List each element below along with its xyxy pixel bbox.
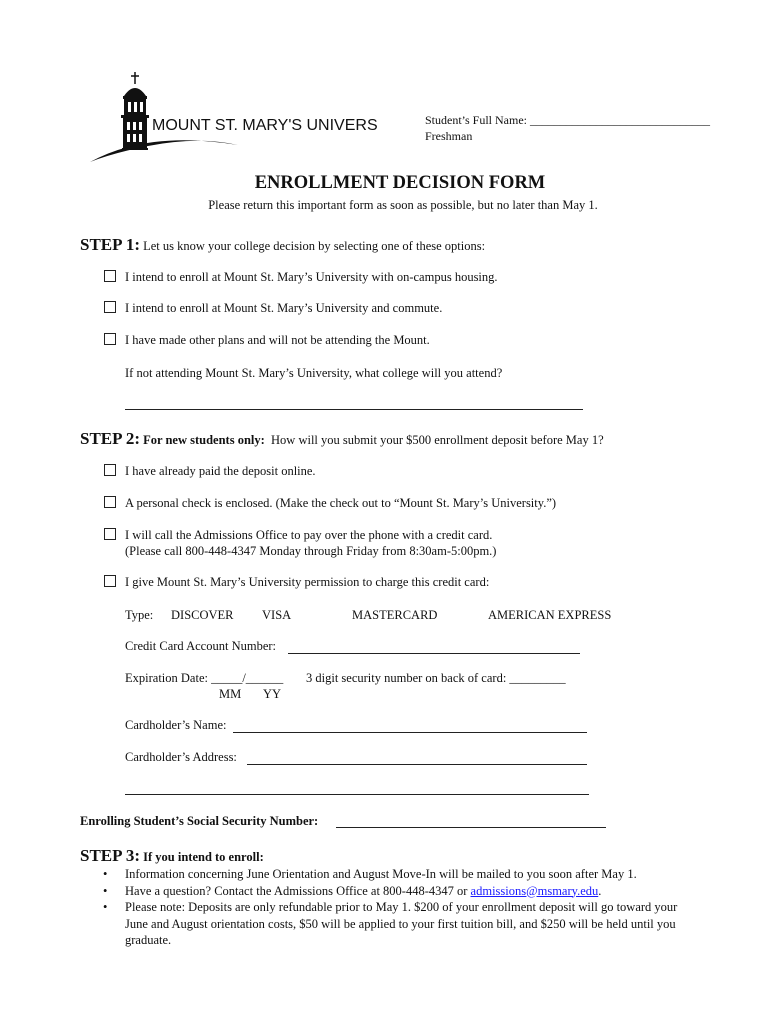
step2-option-3-label: I will call the Admissions Office to pay over the phone with a credit card. [125, 528, 493, 542]
tower-logo-icon [88, 70, 378, 170]
step3-intro: If you intend to enroll: [143, 850, 264, 864]
step2-new-students: For new students only: [143, 433, 265, 447]
form-title: ENROLLMENT DECISION FORM [254, 173, 546, 193]
cardholder-name-label: Cardholder’s Name: [125, 718, 227, 732]
list-item: • Please note: Deposits are only refundable prior to May 1. $200 of your enrollment deposit will go toward your June and August orientation costs, $50 will be applied to your first tuition bill, and $250 will be held until you graduate. [103, 900, 678, 947]
step2-heading [80, 429, 604, 449]
university-logo [88, 70, 378, 170]
card-type-visa[interactable]: VISA [262, 608, 292, 622]
cardholder-address-label: Cardholder’s Address: [125, 750, 237, 764]
step2-option-1-checkbox[interactable] [104, 464, 116, 476]
list-item: • Information concerning June Orientation and August Move-In will be mailed to you soon after May 1. [103, 867, 637, 881]
step2-option-4-checkbox[interactable] [104, 575, 116, 587]
step1-option-1-checkbox[interactable] [104, 270, 116, 282]
step2-option-4-label: I give Mount St. Mary’s University permission to charge this credit card: [125, 575, 490, 589]
step1-option-3-label: I have made other plans and will not be attending the Mount. [125, 333, 430, 347]
step3-bullet-list [103, 866, 723, 949]
account-number-label: Credit Card Account Number: [125, 639, 277, 653]
expiration-date-field[interactable]: Expiration Date: _____/______ [125, 671, 284, 685]
step2-option-3-note: (Please call 800-448-4347 Monday through Friday from 8:30am-5:00pm.) [125, 544, 497, 558]
step1-option-2-label: I intend to enroll at Mount St. Mary’s University and commute. [125, 301, 443, 315]
university-name: MOUNT ST. MARY'S UNIVERSITY [152, 117, 378, 134]
student-info [425, 112, 710, 144]
other-college-field[interactable] [125, 397, 583, 410]
step1-option-2-checkbox[interactable] [104, 301, 116, 313]
step2-prompt: How will you submit your $500 enrollment deposit before May 1? [271, 433, 604, 447]
step1-number: STEP 1: [80, 235, 140, 254]
step1-option-3-checkbox[interactable] [104, 333, 116, 345]
step1-heading [80, 235, 485, 255]
ssn-field[interactable] [336, 815, 606, 828]
step3-number: STEP 3: [80, 846, 140, 865]
form-subtitle: Please return this important form as soon as possible, but no later than May 1. [208, 198, 598, 212]
step3-heading [80, 846, 264, 866]
other-college-question: If not attending Mount St. Mary’s University, what college will you attend? [125, 366, 503, 380]
expiration-mm-label: MM [219, 687, 242, 701]
step2-option-2-checkbox[interactable] [104, 496, 116, 508]
card-type-mastercard[interactable]: MASTERCARD [352, 608, 438, 622]
step1-prompt: Let us know your college decision by selecting one of these options: [143, 239, 486, 253]
security-number-field[interactable]: 3 digit security number on back of card: _________ [306, 671, 566, 685]
list-item: • Have a question? Contact the Admissions Office at 800-448-4347 or admissions@msmary.edu. [103, 883, 602, 898]
card-type-label: Type: [125, 608, 154, 622]
cardholder-address-field-2[interactable] [125, 782, 589, 795]
student-name-field[interactable]: Student’s Full Name: ______________________________ [425, 113, 710, 127]
step2-option-1-label: I have already paid the deposit online. [125, 464, 316, 478]
card-type-amex[interactable]: AMERICAN EXPRESS [488, 608, 612, 622]
step1-option-1-label: I intend to enroll at Mount St. Mary’s University with on-campus housing. [125, 270, 498, 284]
card-type-discover[interactable]: DISCOVER [171, 608, 234, 622]
student-class: Freshman [425, 129, 473, 143]
account-number-field[interactable] [288, 641, 580, 654]
expiration-yy-label: YY [263, 687, 282, 701]
cardholder-name-field[interactable] [233, 720, 587, 733]
admissions-email-link[interactable]: admissions@msmary.edu [470, 883, 599, 898]
cardholder-address-field[interactable] [247, 752, 587, 765]
step2-option-3-checkbox[interactable] [104, 528, 116, 540]
step2-number: STEP 2: [80, 429, 140, 448]
step2-option-2-label: A personal check is enclosed. (Make the check out to “Mount St. Mary’s University.”) [125, 496, 557, 510]
ssn-label: Enrolling Student’s Social Security Number: [80, 814, 319, 828]
